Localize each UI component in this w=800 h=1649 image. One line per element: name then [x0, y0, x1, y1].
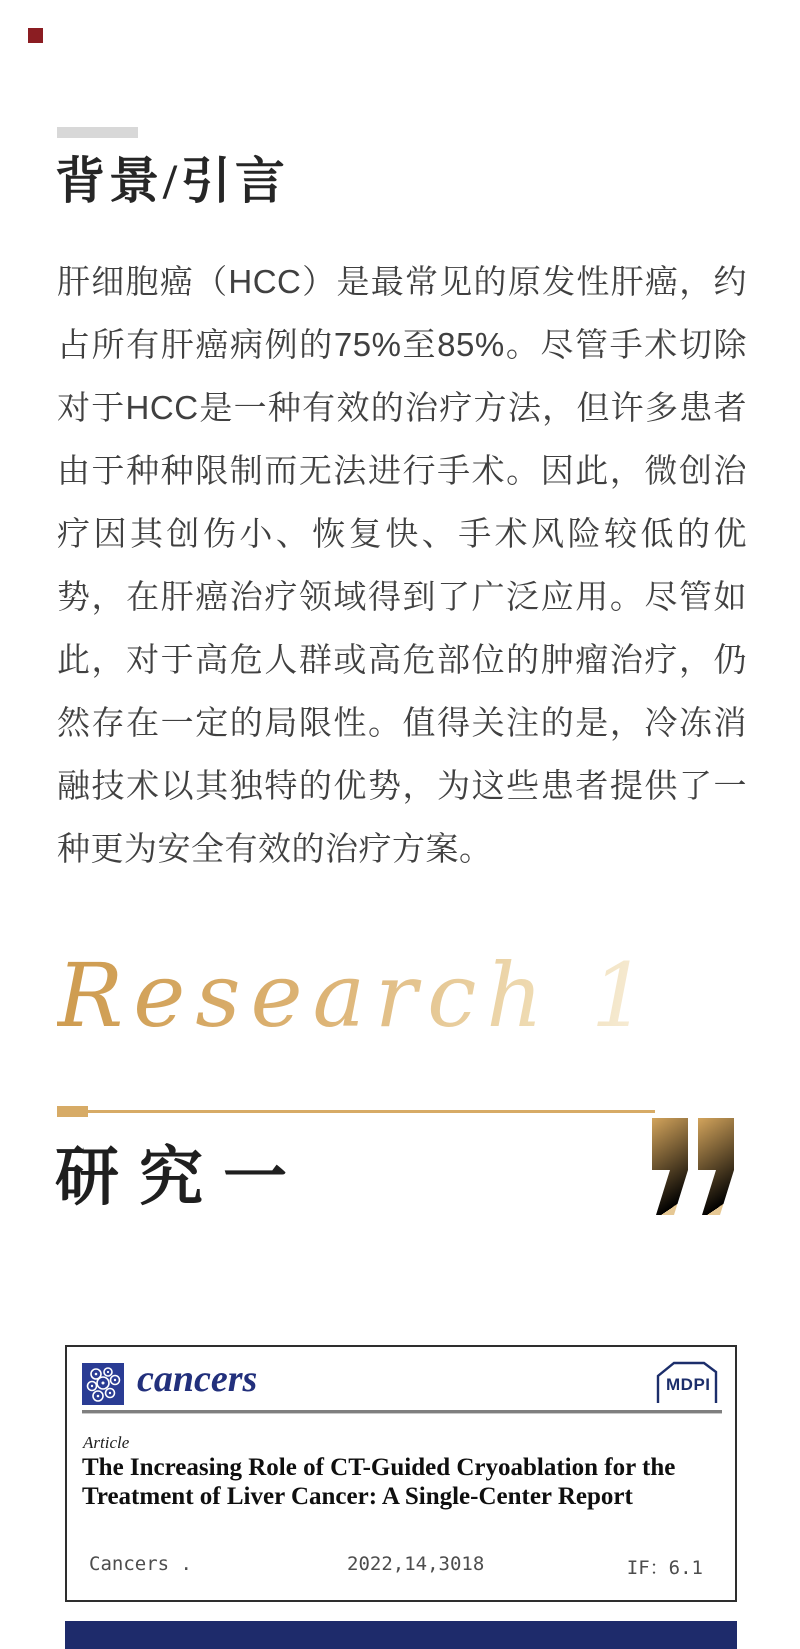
intro-title: 背景/引言 [55, 153, 289, 209]
journal-divider [82, 1410, 722, 1414]
paper-card [65, 1345, 737, 1602]
cancers-logo-icon [82, 1363, 124, 1405]
intro-eyebrow-bar [57, 127, 138, 138]
impact-factor: IF：6.1 [626, 1557, 703, 1579]
research-divider-cap [57, 1106, 88, 1117]
quote-icon [650, 1118, 738, 1215]
research-title: 研究一 [55, 1142, 307, 1213]
bottom-bar [65, 1621, 737, 1649]
journal-ref: Cancers . [89, 1553, 192, 1575]
mdpi-logo-label: MDPI [666, 1375, 711, 1394]
brand-mark [28, 28, 43, 43]
research-divider-line [88, 1110, 655, 1113]
citation: 2022,14,3018 [347, 1553, 485, 1575]
journal-name: cancers [137, 1358, 258, 1400]
mdpi-logo-icon [655, 1361, 719, 1405]
paper-title-line: The Increasing Role of CT-Guided Cryoablation for the [82, 1454, 676, 1481]
article-label: Article [83, 1433, 130, 1452]
paper-title [82, 1453, 675, 1511]
paper-title-line: Treatment of Liver Cancer: A Single-Center Report [82, 1483, 633, 1510]
intro-paragraph: 肝细胞癌（HCC）是最常见的原发性肝癌，约占所有肝癌病例的75%至85%。尽管手术切除对于HCC是一种有效的治疗方法，但许多患者由于种种限制而无法进行手术。因此，微创治疗因其创伤小、恢复快、手术风险较低的优势，在肝癌治疗领域得到了广泛应用。尽管如此，对于高危人群或高危部位的肿瘤治疗，仍然存在一定的局限性。值得关注的是，冷冻消融技术以其独特的优势，为这些患者提供了一种更为安全有效的治疗方案。 [57, 263, 747, 867]
research-script-label: Research 1 [57, 944, 658, 1047]
